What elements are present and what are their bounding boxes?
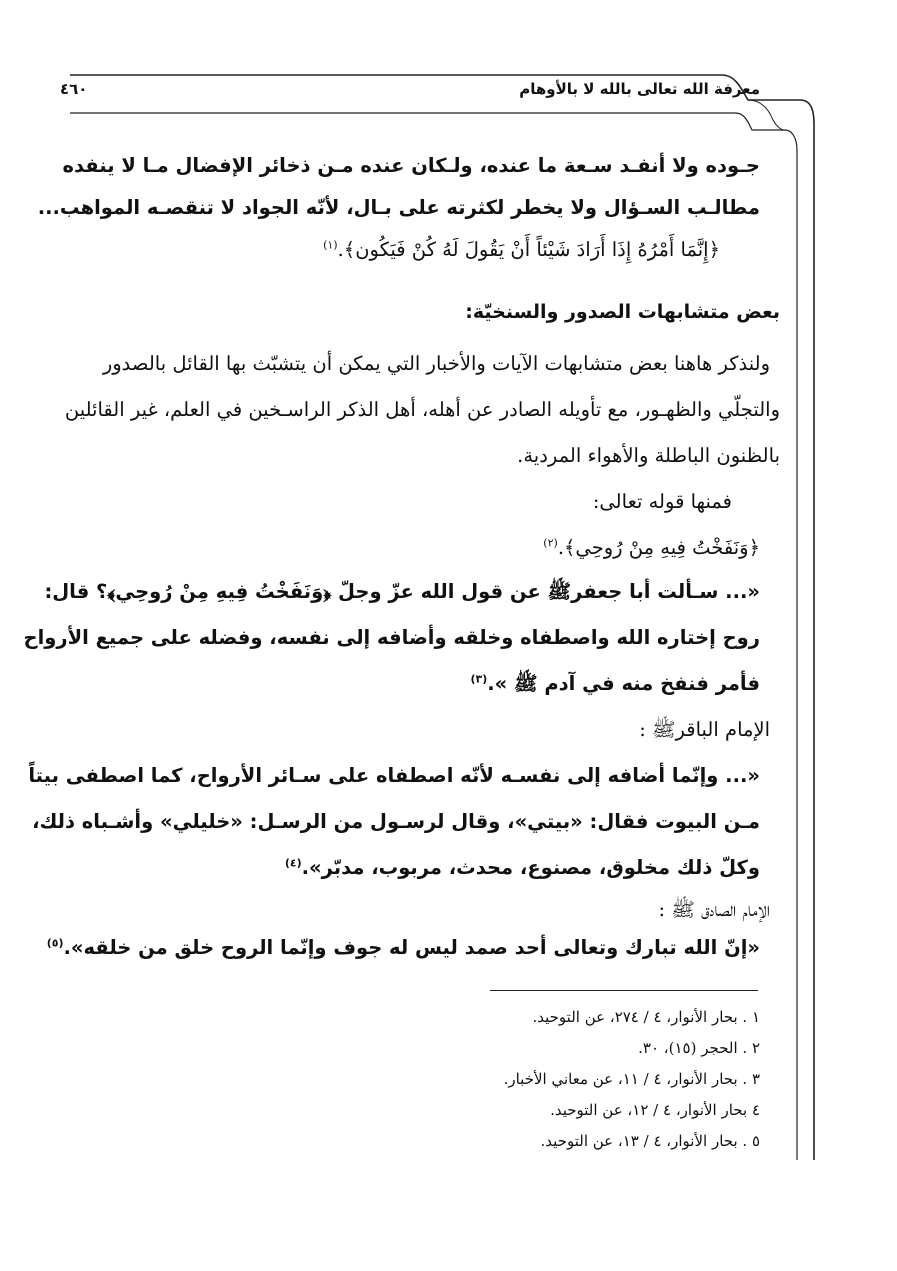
speaker-label: الإمام الباقرﷺ : [639, 718, 770, 741]
hadith-line: «... سـألت أبا جعفرﷺ عن قول الله عزّ وجلّ ﴿وَنَفَخْتُ فِيهِ مِنْ رُوحِي﴾؟ قال: [44, 580, 760, 603]
hadith-line: مـن البيوت فقال: «بيتي»، وقال لرسـول من الرسـل: «خليلي» وأشـباه ذلك، [32, 810, 760, 833]
footnote-item: ٣ . بحار الأنوار، ٤ / ١١، عن معاني الأخبار. [503, 1070, 760, 1088]
speaker-label: الإمام الصادق ﷺ : [658, 898, 770, 921]
footnote-item: ١ . بحار الأنوار، ٤ / ٢٧٤، عن التوحيد. [532, 1008, 760, 1026]
footnote-marker: (١) [323, 238, 338, 252]
hadith-line: «إنّ الله تبارك وتعالى أحد صمد ليس له جوف وإنّما الروح خلق من خلقه».$^{(٥)}$ [46, 936, 760, 959]
section-heading: بعض متشابهات الصدور والسنخيّة: [465, 301, 780, 323]
quran-verse: ﴿إِنَّمَا أَمْرُهُ إِذَا أَرَادَ شَيْئاً أَنْ يَقُولَ لَهُ كُنْ فَيَكُون﴾.$^{(١)}$ [323, 238, 720, 261]
hadith-line: فأمر فنفخ منه في آدم ﷺ ».$^{(٣)}$ [470, 672, 760, 695]
text-line: فمنها قوله تعالى: [592, 490, 732, 513]
page-number: ٤٦٠ [60, 80, 88, 98]
footnote-item: ٤ بحار الأنوار، ٤ / ١٢، عن التوحيد. [550, 1101, 760, 1119]
text-line: مطالـب السـؤال ولا يخطر لكثرته على بـال، لأنّه الجواد لا تنقصـه المواهب... [37, 196, 760, 219]
footnote-item: ٥ . بحار الأنوار، ٤ / ١٣، عن التوحيد. [540, 1132, 760, 1150]
main-text [23, 120, 780, 960]
text-line: ولنذكر هاهنا بعض متشابهات الآيات والأخبار التي يمكن أن يتشبّث بها القائل بالصدور [102, 352, 770, 375]
footnote-marker: (٥) [46, 936, 64, 950]
footnote-marker: (٢) [543, 536, 558, 550]
footnote-marker: (٤) [284, 856, 302, 870]
hadith-line: وكلّ ذلك مخلوق، مصنوع، محدث، مربوب، مدبّر».$^{(٤)}$ [284, 856, 760, 879]
footnote-marker: (٣) [470, 672, 488, 686]
page-header [60, 78, 760, 108]
footnote-separator [490, 990, 758, 991]
footnote-item: ٢ . الحجر (١٥)، ٣٠. [638, 1039, 760, 1057]
text-line: جـوده ولا أنفـد سـعة ما عنده، ولـكان عنده مـن ذخائر الإفضال مـا لا ينفده [62, 154, 760, 177]
hadith-line: «... وإنّما أضافه إلى نفسـه لأنّه اصطفاه على سـائر الأرواح، كما اصطفى بيتاً [28, 764, 760, 787]
running-title: معرفة الله تعالى بالله لا بالأوهام [519, 80, 760, 98]
footnotes [360, 1002, 760, 1157]
quran-verse: ﴿وَنَفَخْتُ فِيهِ مِنْ رُوحِي﴾.$^{(٢)}$ [543, 536, 760, 559]
hadith-line: روح إختاره الله واصطفاه وخلقه وأضافه إلى نفسه، وفضله على جميع الأرواح [23, 626, 760, 649]
text-line: بالظنون الباطلة والأهواء المردية. [517, 444, 780, 467]
text-line: والتجلّي والظهـور، مع تأويله الصادر عن أهله، أهل الذكر الراسـخين في العلم، غير القائلين [64, 398, 780, 421]
